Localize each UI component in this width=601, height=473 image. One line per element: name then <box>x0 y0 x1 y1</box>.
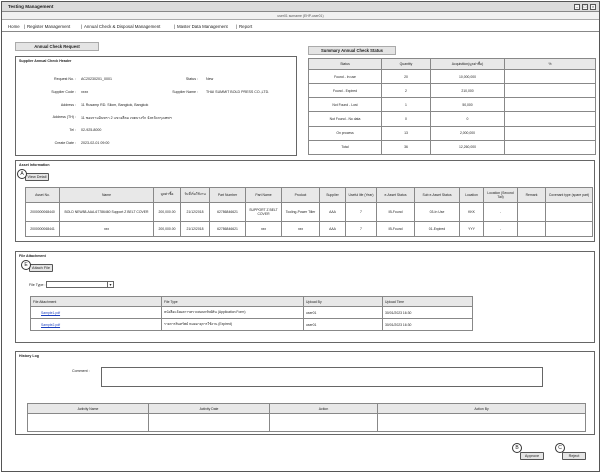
asset-header-cell: Part Number <box>210 188 246 203</box>
summary-row <box>309 70 596 84</box>
history-table <box>27 403 586 432</box>
summary-cell: Not Found - No data <box>309 112 382 126</box>
attachment-cell: หนังสือแจ้งผลการตรวจสอบทรัพย์สิน (Application Form) <box>162 307 304 319</box>
attachment-table <box>30 296 473 331</box>
summary-cell: 2 <box>382 84 431 98</box>
file-link[interactable]: Sample2.pdf <box>41 322 61 327</box>
asset-cell: 01-Expired <box>415 222 460 237</box>
asset-table <box>25 187 593 237</box>
summary-row <box>309 98 596 112</box>
menu-separator: | <box>24 24 26 29</box>
asset-cell: xxx <box>60 222 154 237</box>
history-header-cell: Action <box>270 404 378 414</box>
summary-cell: 13 <box>382 126 431 140</box>
menu-separator: | <box>174 24 176 29</box>
asset-cell: 62786846621 <box>210 202 246 221</box>
summary-cell: Not Found - Lost <box>309 98 382 112</box>
asset-cell: AAA <box>320 202 346 221</box>
asset-cell: YYY <box>460 222 484 237</box>
maximize-icon[interactable]: □ <box>583 4 587 9</box>
comment-textarea[interactable] <box>101 367 543 387</box>
file-type-label: File Type : <box>29 283 46 287</box>
summary-cell <box>505 98 596 112</box>
summary-cell: 210,000 <box>431 84 505 98</box>
menu-home[interactable]: Home <box>8 24 20 29</box>
summary-cell <box>505 70 596 84</box>
asset-info-panel <box>15 160 595 242</box>
attachment-cell: 30/01/2023 16:30 <box>383 307 473 319</box>
marker-b: B <box>512 443 522 453</box>
menu-register[interactable]: Register Management <box>27 24 71 29</box>
asset-cell <box>518 202 546 221</box>
asset-header-cell: มูลค่าซื้อ <box>154 188 181 203</box>
history-row <box>28 414 586 432</box>
asset-cell: 21/12/2018 <box>181 222 210 237</box>
summary-header-acquisition: Acquisition(มูลค่าซื้อ) <box>431 59 505 70</box>
window-title: Testing Management <box>8 4 54 9</box>
summary-cell: 20 <box>382 70 431 84</box>
create-date-label: Create Date : <box>54 141 76 145</box>
attach-file-button[interactable]: Attach File <box>29 264 53 272</box>
address-label: Address : <box>60 103 76 107</box>
asset-header-cell: Asset No. <box>26 188 60 203</box>
summary-header-percent: % <box>505 59 596 70</box>
supplier-code-value: xxxx <box>81 90 89 94</box>
asset-cell: Tooling-Power Tiller <box>282 202 320 221</box>
supplier-name-label: Supplier Name : <box>172 90 198 94</box>
asset-cell: 7 <box>346 202 377 221</box>
history-header-cell: Activity Name <box>28 404 149 414</box>
asset-cell: 21/12/2018 <box>181 202 210 221</box>
summary-cell: 2,000,000 <box>431 126 505 140</box>
history-cell <box>28 414 149 432</box>
summary-cell: 12,260,000 <box>431 140 505 154</box>
summary-cell: Found - Expired <box>309 84 382 98</box>
asset-cell: BOLD NEW88-AAA-67786460 Support Z BELT COVER <box>60 202 154 221</box>
marker-a: A <box>17 169 27 179</box>
asset-cell: SUPPORT Z BELT COVER <box>246 202 282 221</box>
summary-header-quantity: Quantity <box>382 59 431 70</box>
supplier-header-panel <box>15 56 297 156</box>
summary-total-row <box>309 140 596 154</box>
summary-row <box>309 112 596 126</box>
asset-info-title: Asset Information <box>19 163 50 167</box>
asset-cell: KKK <box>460 202 484 221</box>
marker-e: E <box>21 260 31 270</box>
status-value: New <box>206 77 214 81</box>
menu-master-data[interactable]: Master Data Management <box>177 24 228 29</box>
asset-header-cell: Remark <box>518 188 546 203</box>
asset-cell <box>546 202 593 221</box>
asset-header-cell: Product <box>282 188 320 203</box>
attachment-header-cell: File Attachment <box>31 297 162 307</box>
summary-cell: 10,000,000 <box>431 70 505 84</box>
chevron-down-icon[interactable]: ▾ <box>107 282 113 287</box>
summary-cell: 0 <box>431 112 505 126</box>
supplier-code-label: Supplier Code : <box>51 90 76 94</box>
request-no-value: AC20230201_0001 <box>81 77 112 81</box>
file-link[interactable]: Sample1.pdf <box>41 310 61 315</box>
asset-cell: xxx <box>282 222 320 237</box>
menu-annual-check[interactable]: Annual Check & Disposal Management <box>84 24 161 29</box>
asset-cell <box>518 222 546 237</box>
summary-cell: 1 <box>382 98 431 112</box>
history-cell <box>270 414 378 432</box>
summary-cell <box>505 112 596 126</box>
asset-header-cell: Name <box>60 188 154 203</box>
summary-row <box>309 126 596 140</box>
title-bar <box>2 2 599 12</box>
summary-cell: 50,000 <box>431 98 505 112</box>
asset-header-cell: Sub e-Asset Status <box>415 188 460 203</box>
asset-cell: 7 <box>346 222 377 237</box>
history-log-panel <box>15 351 595 435</box>
marker-c: C <box>555 443 565 453</box>
address-th-value: 11 ซอยรามอินทรา 2 แขวงสีลม เขตบางรัก จังหวัดกรุงเทพฯ <box>81 116 172 120</box>
attachment-cell: รายการสินทรัพย์ หมดอายุการใช้งาน (Expired) <box>162 319 304 331</box>
menu-separator: | <box>81 24 83 29</box>
summary-cell: Total <box>309 140 382 154</box>
menu-report[interactable]: Report <box>239 24 253 29</box>
app-window <box>1 1 600 472</box>
attachment-row <box>31 319 473 331</box>
view-detail-button[interactable]: View Detail <box>25 173 49 181</box>
attachment-cell: 30/01/2023 16:30 <box>383 319 473 331</box>
asset-cell <box>546 222 593 237</box>
asset-cell: xxx <box>246 222 282 237</box>
reject-button[interactable]: Reject <box>562 452 586 460</box>
asset-cell: 2000000068440 <box>26 202 60 221</box>
request-no-label: Request No. : <box>54 77 76 81</box>
address-th-label: Address (TH) : <box>52 115 76 119</box>
user-bar <box>2 12 599 20</box>
asset-header-cell: Supplier <box>320 188 346 203</box>
approve-button[interactable]: Approve <box>520 452 544 460</box>
menu-separator: | <box>236 24 238 29</box>
supplier-name-value: THAI SUMMIT BOLD PRESS CO.,LTD. <box>206 90 270 94</box>
history-cell <box>378 414 586 432</box>
history-header-cell: Activity Date <box>149 404 270 414</box>
summary-cell <box>505 84 596 98</box>
attachment-header-cell: File Type <box>162 297 304 307</box>
asset-cell: 2000000068441 <box>26 222 60 237</box>
attachment-header-cell: Upload Time <box>383 297 473 307</box>
menu-bar <box>2 20 599 32</box>
attachment-cell: user01 <box>304 307 383 319</box>
asset-cell: - <box>484 202 518 221</box>
status-label: Status : <box>185 77 198 81</box>
comment-label: Comment : <box>72 369 90 373</box>
asset-header-cell: Useful life (Year) <box>346 188 377 203</box>
asset-header-cell: Location (Second Tail) <box>484 188 518 203</box>
summary-cell <box>505 126 596 140</box>
asset-header-cell: Part Name <box>246 188 282 203</box>
asset-cell: - <box>484 222 518 237</box>
attachment-row <box>31 307 473 319</box>
summary-header-status: Status <box>309 59 382 70</box>
file-attachment-title: File Attachment <box>19 254 46 258</box>
asset-header-cell: Location <box>460 188 484 203</box>
asset-cell: 200,000.00 <box>154 202 181 221</box>
asset-header-cell: e-Asset Status <box>377 188 415 203</box>
history-cell <box>149 414 270 432</box>
tel-value: 02-925-8000 <box>81 128 102 132</box>
user-info: user01 surname (EHP-user01) <box>277 14 324 18</box>
summary-cell: Found - In use <box>309 70 382 84</box>
asset-row[interactable] <box>26 202 593 221</box>
attachment-header-cell: Upload By <box>304 297 383 307</box>
close-icon[interactable]: × <box>591 4 595 9</box>
file-attachment-panel <box>15 251 595 343</box>
file-type-select[interactable] <box>46 281 114 288</box>
summary-title: Summary Annual Check Status <box>308 46 396 55</box>
asset-cell: 200,000.00 <box>154 222 181 237</box>
supplier-header-title: Supplier Annual Check Header <box>19 59 72 63</box>
history-log-title: History Log <box>19 354 39 358</box>
summary-cell: On process <box>309 126 382 140</box>
page-title: Annual Check Request <box>15 42 99 51</box>
asset-row[interactable] <box>26 222 593 237</box>
address-value: 11 Rusamp RD. Silom, Bangkok, Bangkok <box>81 103 149 107</box>
asset-cell: AAA <box>320 222 346 237</box>
asset-cell: 03-In Use <box>415 202 460 221</box>
asset-cell: 62786846621 <box>210 222 246 237</box>
summary-cell <box>505 140 596 154</box>
asset-cell: IB-Found <box>377 202 415 221</box>
attachment-cell: user01 <box>304 319 383 331</box>
create-date-value: 2023-02-01 09:00 <box>81 141 110 145</box>
summary-cell: 36 <box>382 140 431 154</box>
asset-header-cell: วันที่เริ่มใช้งาน <box>181 188 210 203</box>
tel-label: Tel : <box>69 128 76 132</box>
history-header-cell: Action By <box>378 404 586 414</box>
asset-header-row <box>26 188 593 203</box>
asset-cell: IB-Found <box>377 222 415 237</box>
asset-header-cell: Covenant type (spare part) <box>546 188 593 203</box>
summary-row <box>309 84 596 98</box>
minimize-icon[interactable]: – <box>575 4 579 9</box>
summary-table <box>308 58 596 155</box>
summary-cell: 0 <box>382 112 431 126</box>
